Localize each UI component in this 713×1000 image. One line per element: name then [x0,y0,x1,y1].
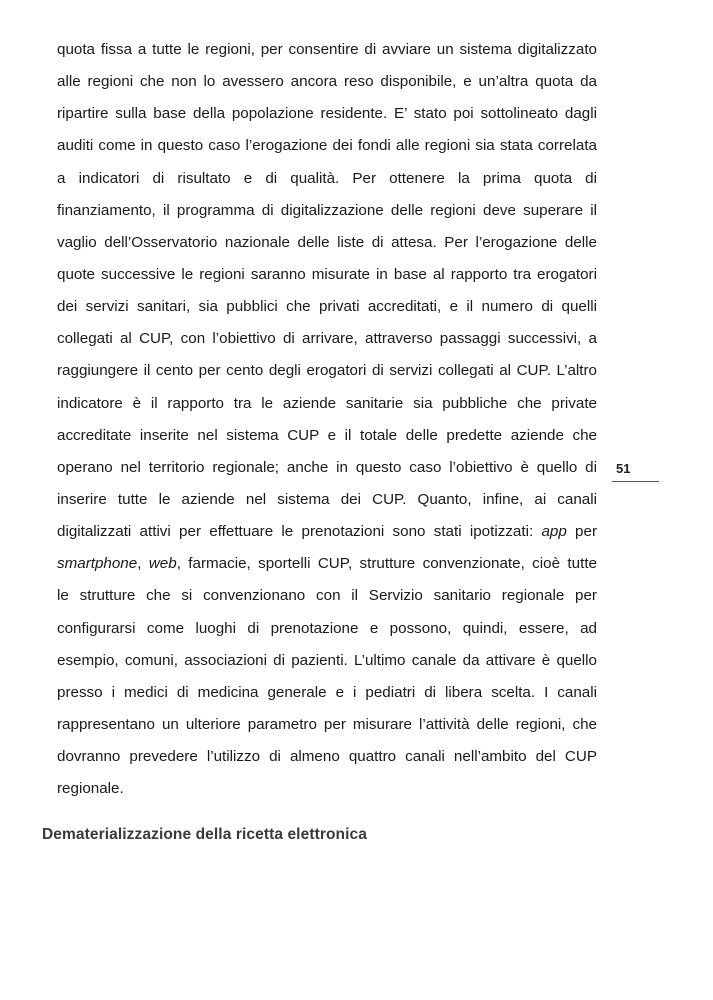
paragraph-line: presso i medici di medicina generale e i pediatri di libera scelta. I canali [57,683,597,701]
paragraph-line: configurarsi come luoghi di prenotazione e possono, quindi, essere, ad [57,619,597,637]
paragraph-line: collegati al CUP, con l’obiettivo di arrivare, attraverso passaggi successivi, a [57,330,597,348]
text-run: , [137,555,149,573]
section-heading: Dematerializzazione della ricetta elettronica [42,826,367,843]
paragraph-line: auditi come in questo caso l’erogazione dei fondi alle regioni sia stata correlata [57,137,597,155]
italic-smartphone: smartphone [57,555,138,573]
paragraph-line: quote successive le regioni saranno misurate in base al rapporto tra erogatori [57,265,597,283]
paragraph-line-mixed [57,519,597,551]
text-run: per [566,523,597,541]
paragraph-line: inserire tutte le aziende nel sistema dei CUP. Quanto, infine, ai canali [57,490,597,508]
paragraph-line: esempio, comuni, associazioni di pazienti. L’ultimo canale da attivare è quello [57,651,597,669]
text-run: , farmacie, sportelli CUP, strutture convenzionate, cioè tutte [176,555,597,573]
paragraph-line: ripartire sulla base della popolazione residente. E’ stato poi sottolineato dagli [57,105,597,123]
paragraph-line: rappresentano un ulteriore parametro per misurare l’attività delle regioni, che [57,715,597,733]
paragraph-line: regionale. [57,780,124,798]
page-number: 51 [616,461,631,476]
paragraph-line: vaglio dell’Osservatorio nazionale delle liste di attesa. Per l’erogazione delle [57,233,597,251]
paragraph-line: quota fissa a tutte le regioni, per consentire di avviare un sistema digitalizzato [57,41,597,58]
paragraph-line: raggiungere il cento per cento degli erogatori di servizi collegati al CUP. L’altro [57,362,597,380]
paragraph-line: accreditate inserite nel sistema CUP e il totale delle predette aziende che [57,426,597,444]
paragraph-line: alle regioni che non lo avessero ancora reso disponibile, e un’altra quota da [57,73,597,91]
paragraph-line: a indicatori di risultato e di qualità. Per ottenere la prima quota di [57,169,597,187]
paragraph-line: le strutture che si convenzionano con il Servizio sanitario regionale per [57,587,597,605]
page-number-rule [612,481,659,482]
paragraph-line-mixed [57,551,597,583]
paragraph-line: indicatore è il rapporto tra le aziende sanitarie sia pubbliche che private [57,394,597,412]
italic-web: web [148,555,177,573]
paragraph-line: finanziamento, il programma di digitalizzazione delle regioni deve superare il [57,201,597,219]
text-run: digitalizzati attivi per effettuare le prenotazioni sono stati ipotizzati: [57,523,542,541]
body-paragraph [57,37,597,808]
italic-app: app [541,523,567,541]
paragraph-line: dei servizi sanitari, sia pubblici che privati accreditati, e il numero di quelli [57,298,597,316]
paragraph-line: operano nel territorio regionale; anche in questo caso l’obiettivo è quello di [57,458,597,476]
paragraph-line: dovranno prevedere l’utilizzo di almeno quattro canali nell’ambito del CUP [57,748,597,766]
